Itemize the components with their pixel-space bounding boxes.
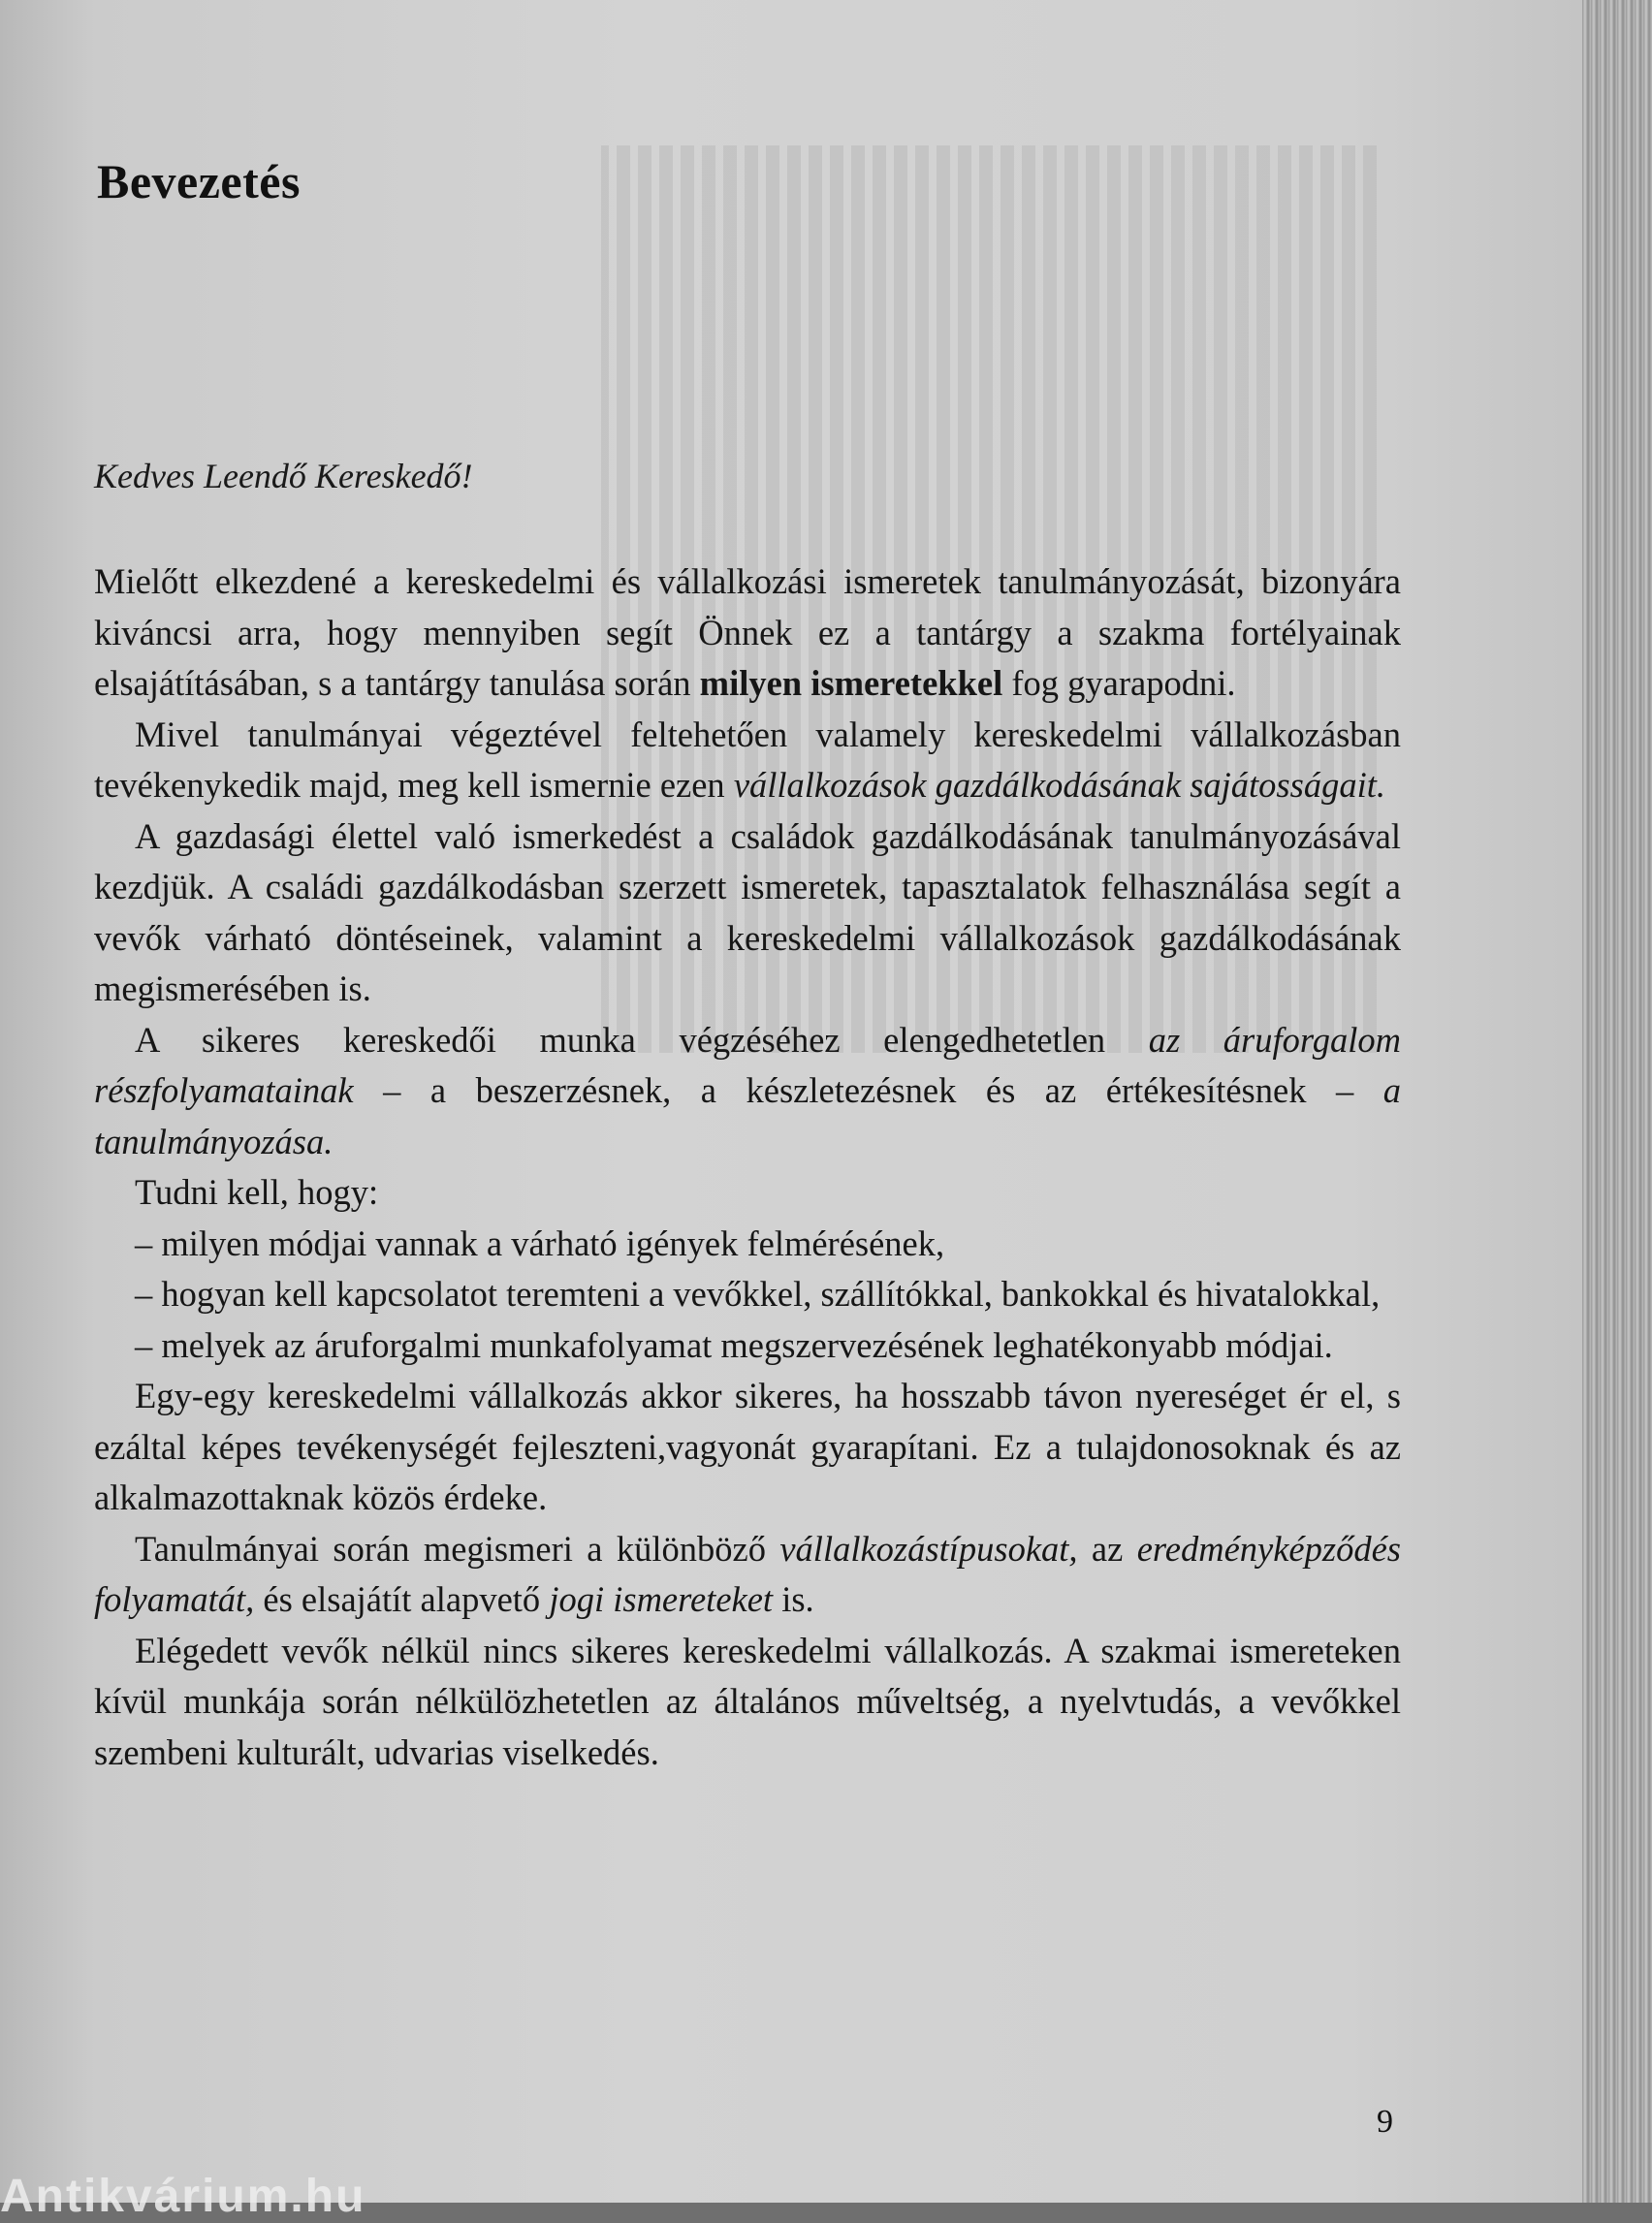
bold-text: milyen ismeretekkel: [699, 663, 1003, 703]
page-number: 9: [1377, 2104, 1393, 2140]
text-run: fog gyarapodni.: [1002, 663, 1236, 703]
list-item: [94, 1320, 1401, 1372]
text-run: A sikeres kereskedői munka végzéséhez elengedhetetlen: [135, 1019, 1149, 1060]
chapter-heading: Bevezetés: [97, 154, 301, 208]
page-edges: [1582, 0, 1652, 2203]
paragraph: [94, 1626, 1401, 1779]
paragraph: [94, 1524, 1401, 1626]
text-run: – a beszerzésnek, a készletezésnek és az értékesítésnek: [353, 1070, 1336, 1110]
italic-text: az áruforgalom részfolyamatainak: [94, 1019, 1401, 1110]
text-run: Egy-egy kereskedelmi vállalkozás akkor sikeres, ha hosszabb távon nyereséget ér el, s ezáltal képes tevékenységét fejleszteni,vagyonát gyarapítani. Ez a tulajdonosoknak és az alkalmazottaknak közös érdeke.: [94, 1376, 1401, 1517]
text-run: és elsajátít alapvető: [254, 1579, 550, 1619]
text-run: Mielőtt elkezdené a kereskedelmi és vállalkozási ismeretek tanulmányozását, bizonyára kiváncsi arra, hogy mennyiben segít Önnek ez a tantárgy a szakma fortélyainak elsajátításában, s a tantárgy tanulása során: [94, 561, 1401, 703]
text-run: Mivel tanulmányai végeztével feltehetően valamely kereskedelmi vállalkozásban tevékenykedik majd, meg kell ismernie ezen: [94, 714, 1401, 805]
paragraph: [94, 811, 1401, 1015]
italic-text: jogi ismereteket: [549, 1579, 774, 1619]
text-run: – melyek az áruforgalmi munkafolyamat megszervezésének leghatékonyabb módjai.: [135, 1324, 1333, 1365]
text-run: – hogyan kell kapcsolatot teremteni a vevőkkel, szállítókkal, bankokkal és hivatalokkal,: [135, 1274, 1381, 1314]
text-run: is.: [773, 1579, 814, 1619]
text-run: A gazdasági élettel való ismerkedést a családok gazdálkodásának tanulmányozásával kezdjük. A családi gazdálkodásban szerzett ismeretek, tapasztalatok felhasználása segít a vevők várható döntéseinek, valamint a kereskedelmi vállalkozások gazdálkodásának megismerésében is.: [94, 815, 1401, 1008]
italic-text: vállalkozások gazdálkodásának sajátosságait.: [733, 765, 1385, 805]
text-run: Tudni kell, hogy:: [135, 1172, 379, 1212]
text-run: – milyen módjai vannak a várható igények felmérésének,: [135, 1223, 945, 1263]
paragraph: [94, 556, 1401, 710]
paragraph: [94, 1167, 1401, 1219]
italic-text: eredményképződés folyamatát,: [94, 1528, 1401, 1619]
paragraph: [94, 710, 1401, 811]
text-run: Elégedett vevők nélkül nincs sikeres kereskedelmi vállalkozás. A szakmai ismereteken kívül munkája során nélkülözhetetlen az általános műveltség, a nyelvtudás, a vevőkkel szembeni kulturált, udvarias viselkedés.: [94, 1630, 1401, 1772]
watermark: Antikvárium.hu: [0, 2171, 366, 2222]
italic-text: – a tanulmányozása.: [94, 1070, 1402, 1161]
list-item: [94, 1269, 1401, 1320]
salutation: Kedves Leendő Kereskedő!: [94, 457, 473, 495]
list-item: [94, 1219, 1401, 1270]
italic-text: vállalkozástípusokat,: [779, 1528, 1078, 1569]
paragraph: [94, 1015, 1401, 1168]
text-run: az: [1077, 1528, 1137, 1569]
text-run: Tanulmányai során megismeri a különböző: [135, 1528, 780, 1569]
body-text: [94, 556, 1401, 1778]
paragraph: [94, 1371, 1401, 1524]
